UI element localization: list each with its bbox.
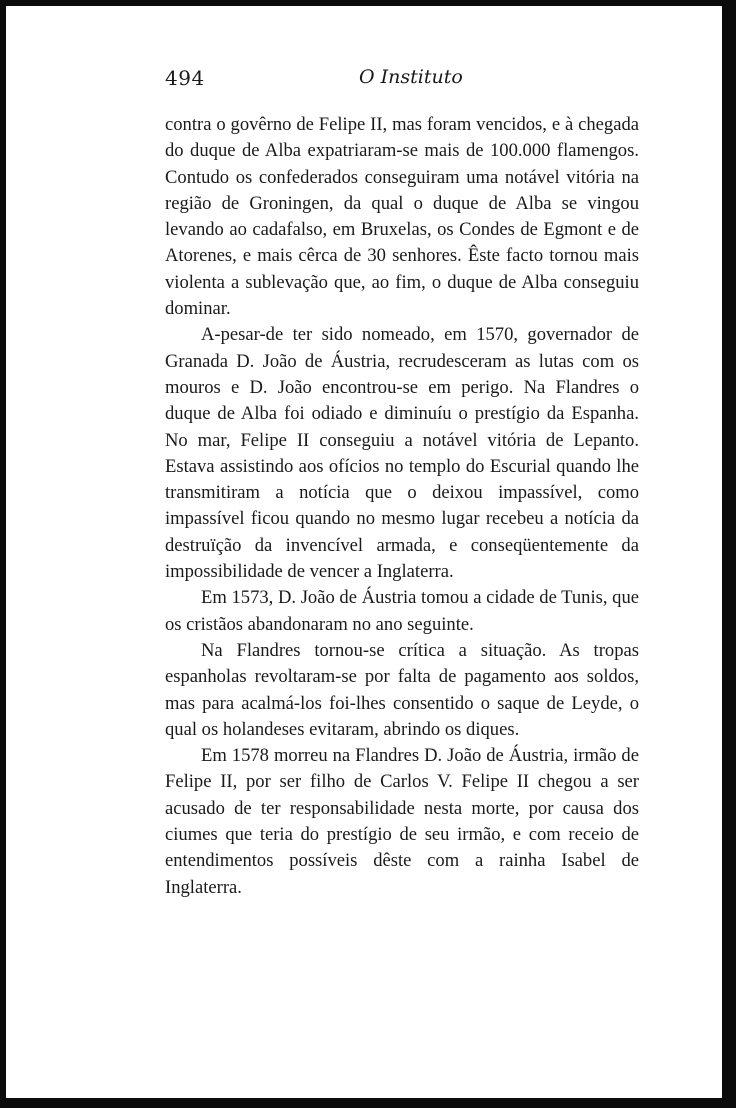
scan-border-top: [0, 0, 736, 6]
page-number: 494: [165, 66, 205, 90]
paragraph-3: Em 1573, D. João de Áustria tomou a cidade de Tunis, que os cristãos abandonaram no ano seguinte.: [165, 587, 639, 635]
body-text: [165, 112, 639, 901]
scan-border-bottom: [0, 1098, 736, 1108]
running-title: O Instituto: [359, 66, 463, 88]
paragraph-1: contra o govêrno de Felipe II, mas foram vencidos, e à chegada do duque de Alba expatriaram-se mais de 100.000 flamengos. Contudo os confederados conseguiram uma notável vitória na região de Groningen, da qual o duque de Alba se vingou levando ao cadafalso, em Bruxelas, os Condes de Egmont e de Atorenes, e mais cêrca de 30 senhores. Êste facto tornou mais violenta a sublevação que, ao fim, o duque de Alba conseguiu dominar.: [165, 114, 639, 320]
scan-border-left: [0, 0, 6, 1108]
scan-border-right: [722, 0, 736, 1108]
page-header: [165, 66, 639, 94]
paragraph-4: Na Flandres tornou-se crítica a situação. As tropas espanholas revoltaram-se por falta de pagamento aos soldos, mas para acalmá-los foi-lhes consentido o saque de Leyde, o qual os holandeses evitaram, abrindo os diques.: [165, 639, 639, 740]
paragraph-2: A-pesar-de ter sido nomeado, em 1570, governador de Granada D. João de Áustria, recrudesceram as lutas com os mouros e D. João encontrou-se em perigo. Na Flandres o duque de Alba foi odiado e diminuíu o prestígio da Espanha. No mar, Felipe II conseguiu a notável vitória de Lepanto. Estava assistindo aos ofícios no templo do Escurial quando lhe transmitiram a notícia que o deixou impassível, como impassível ficou quando no mesmo lugar recebeu a notícia da destruïção da invencível armada, e conseqüentemente da impossibilidade de vencer a Inglaterra.: [165, 324, 639, 583]
paragraph-5: Em 1578 morreu na Flandres D. João de Áustria, irmão de Felipe II, por ser filho de Carlos V. Felipe II chegou a ser acusado de ter responsabilidade nesta morte, por causa dos ciumes que teria do prestígio de seu irmão, e com receio de entendimentos possíveis dêste com a rainha Isabel de Inglaterra.: [165, 745, 639, 898]
